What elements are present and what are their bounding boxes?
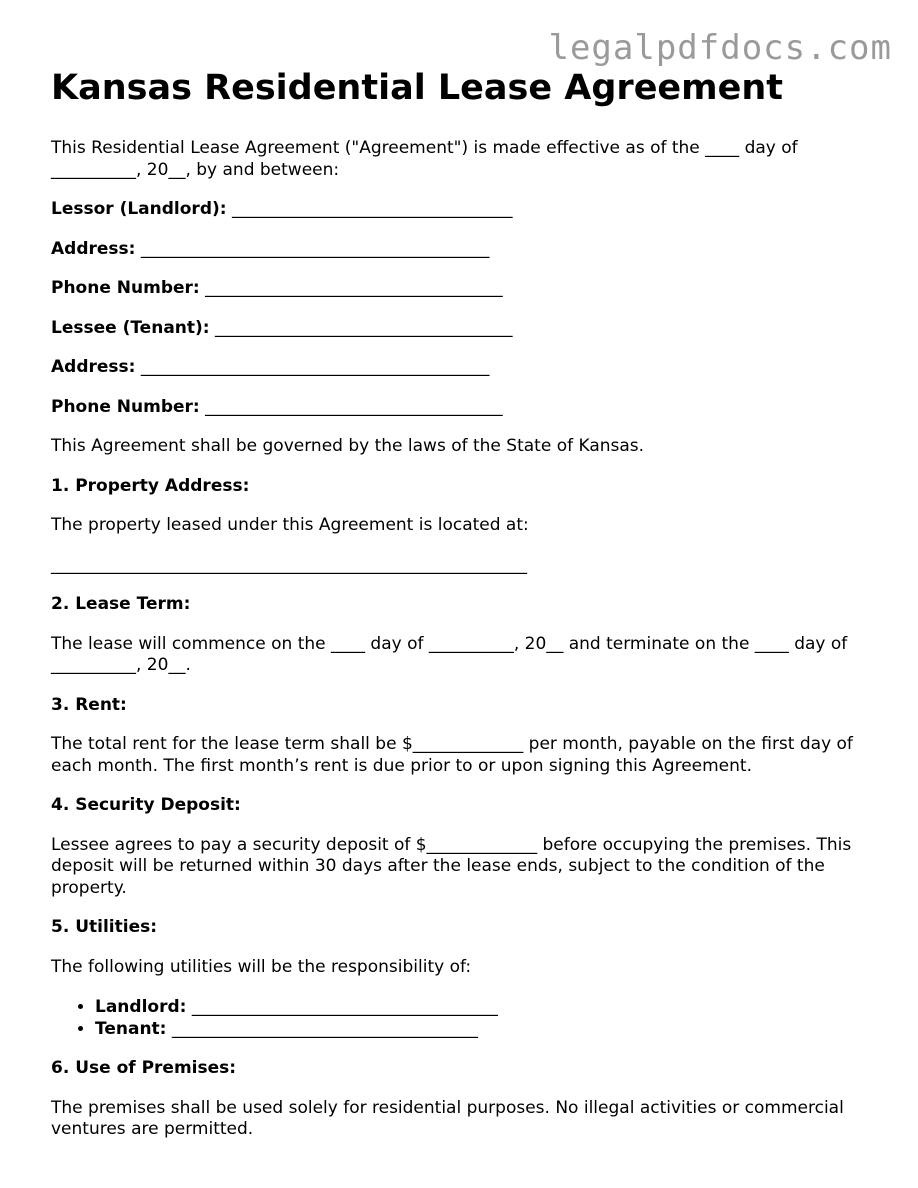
section-heading-property: 1. Property Address: — [51, 475, 250, 496]
field-blank: ___________________________________ — [215, 317, 513, 338]
field-label: Address: — [51, 357, 136, 377]
list-item-blank: ____________________________________ — [171, 1019, 478, 1039]
property-address-blank: ________________________________________________________ — [51, 554, 527, 575]
lessor-phone-field — [51, 278, 871, 300]
field-blank: _________________________________________ — [140, 357, 490, 377]
section-heading-term: 2. Lease Term: — [51, 594, 191, 614]
lessee-address-field — [51, 357, 871, 379]
section-heading-rent: 3. Rent: — [51, 694, 127, 715]
section-heading-deposit: 4. Security Deposit: — [51, 795, 241, 815]
section-heading-utilities: 5. Utilities: — [51, 917, 158, 937]
list-item-blank: ____________________________________ — [191, 997, 498, 1017]
lessor-field — [51, 199, 871, 221]
section-text-property: The property leased under this Agreement is located at: — [51, 515, 529, 535]
section-text-rent: The total rent for the lease term shall be $_____________ per month, payable on the first day of each month. The first month’s rent is due prior to or upon signing this Agreement. — [51, 734, 853, 776]
lessee-field — [51, 318, 871, 340]
section-text-deposit: Lessee agrees to pay a security deposit of $_____________ before occupying the premises. This deposit will be returned within 30 days after the lease ends, subject to the condition of the property. — [51, 834, 852, 898]
section-text-use: The premises shall be used solely for residential purposes. No illegal activities or commercial ventures are permitted. — [51, 1097, 844, 1139]
field-blank: ___________________________________ — [205, 396, 503, 417]
section-text-utilities: The following utilities will be the responsibility of: — [51, 956, 472, 977]
page-title: Kansas Residential Lease Agreement — [51, 68, 784, 108]
governing-law-paragraph: This Agreement shall be governed by the laws of the State of Kansas. — [51, 436, 645, 456]
field-label: Lessor (Landlord): — [51, 199, 227, 219]
document — [51, 66, 871, 1159]
watermark: legalpdfdocs.com — [548, 28, 892, 68]
field-label: Phone Number: — [51, 278, 200, 298]
field-blank: ___________________________________ — [205, 278, 503, 298]
intro-paragraph: This Residential Lease Agreement ("Agreement") is made effective as of the ____ day of __________, 20__, by and between: — [51, 138, 798, 180]
lessor-address-field — [51, 239, 871, 261]
lessee-phone-field — [51, 397, 871, 419]
section-text-term: The lease will commence on the ____ day of __________, 20__ and terminate on the ____ day of __________, 20__. — [51, 633, 848, 675]
list-item-label: Tenant: — [95, 1019, 167, 1039]
field-blank: _________________________________________ — [140, 238, 490, 259]
field-label: Lessee (Tenant): — [51, 317, 210, 338]
field-label: Phone Number: — [51, 396, 200, 417]
field-label: Address: — [51, 238, 136, 259]
list-item — [95, 1018, 871, 1040]
list-item — [95, 996, 871, 1018]
field-blank: _________________________________ — [231, 199, 513, 219]
section-heading-use: 6. Use of Premises: — [51, 1058, 237, 1078]
utilities-list — [51, 996, 871, 1040]
list-item-label: Landlord: — [95, 997, 187, 1017]
